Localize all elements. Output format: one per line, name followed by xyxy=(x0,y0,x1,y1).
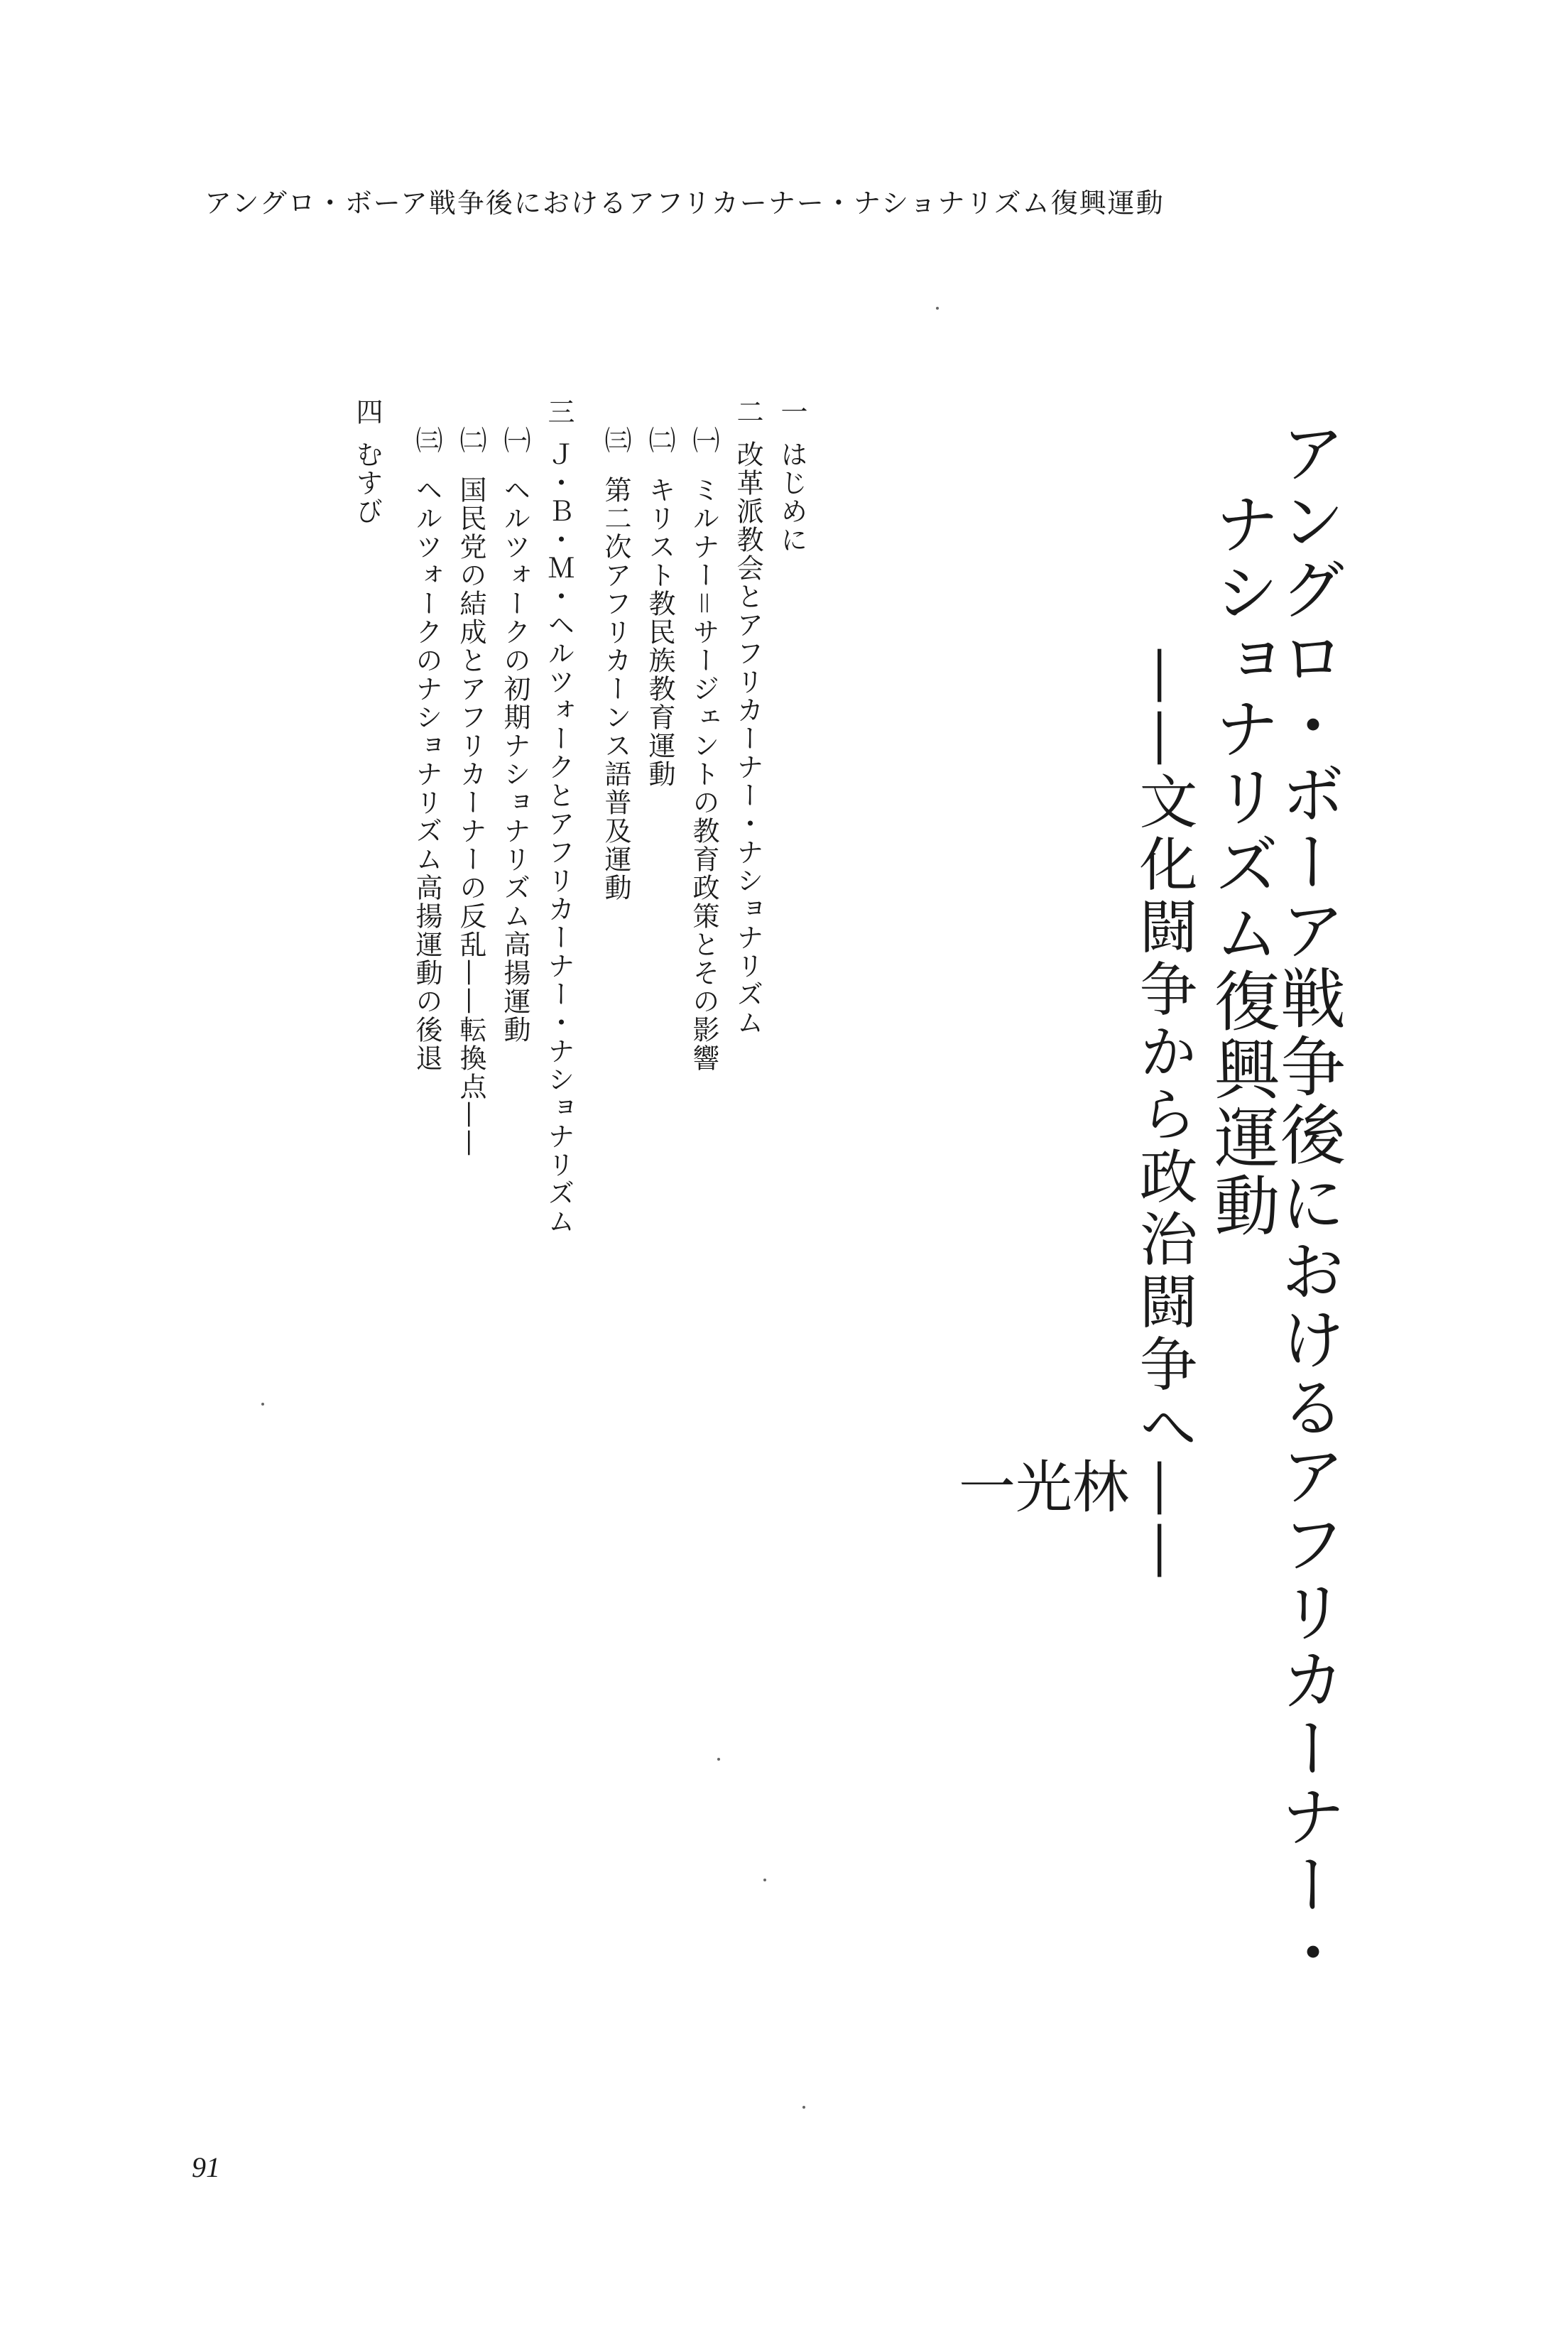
toc-text: はじめに xyxy=(776,440,807,554)
running-header: アングロ・ボーア戦争後におけるアフリカーナー・ナショナリズム復興運動 xyxy=(205,188,1165,219)
toc-number: ㈠ xyxy=(499,426,530,455)
scan-speck xyxy=(802,2106,805,2109)
toc-number: 一 xyxy=(776,398,807,426)
scan-speck xyxy=(261,1403,264,1406)
toc-number: ㈠ xyxy=(688,426,719,455)
title-line-1: アングロ・ボーア戦争後におけるアフリカーナー・ xyxy=(1270,419,1346,1987)
title-line-2: ナショナリズム復興運動 xyxy=(1204,490,1280,1240)
toc-number: 二 xyxy=(732,398,763,426)
toc-number: ㈢ xyxy=(600,426,631,455)
toc-text: 改革派教会とアフリカーナー・ナショナリズム xyxy=(732,440,763,1037)
toc-number: ㈡ xyxy=(455,426,486,455)
toc-text: Ｊ・Ｂ・Ｍ・ヘルツォークとアフリカーナー・ナショナリズム xyxy=(543,440,575,1236)
author-name xyxy=(959,1442,1129,2010)
scan-speck xyxy=(936,307,939,310)
scan-speck xyxy=(763,1879,766,1881)
toc-text: ヘルツォークの初期ナショナリズム高揚運動 xyxy=(499,476,530,1044)
toc-text: ヘルツォークのナショナリズム高揚運動の後退 xyxy=(411,476,442,1072)
toc-text: むすび xyxy=(352,440,383,526)
author-char-3: 一 xyxy=(959,1455,1016,1521)
toc-number: 四 xyxy=(352,398,383,426)
subtitle: ——文化闘争から政治闘争へ—— xyxy=(1130,646,1197,1584)
page-number: 91 xyxy=(192,2151,220,2183)
scan-speck xyxy=(717,1758,720,1761)
toc-text: キリスト教民族教育運動 xyxy=(644,476,675,788)
toc-number: ㈡ xyxy=(644,426,675,455)
toc-text: ミルナー＝サージェントの教育政策とその影響 xyxy=(688,476,719,1073)
toc-number: ㈢ xyxy=(411,426,442,455)
toc-text: 第二次アフリカーンス語普及運動 xyxy=(600,476,631,902)
author-char-1: 林 xyxy=(1072,1455,1129,1521)
toc-text: 国民党の結成とアフリカーナーの反乱——転換点—— xyxy=(455,476,486,1158)
author-char-2: 光 xyxy=(1016,1455,1072,1521)
toc-number: 三 xyxy=(543,398,575,426)
